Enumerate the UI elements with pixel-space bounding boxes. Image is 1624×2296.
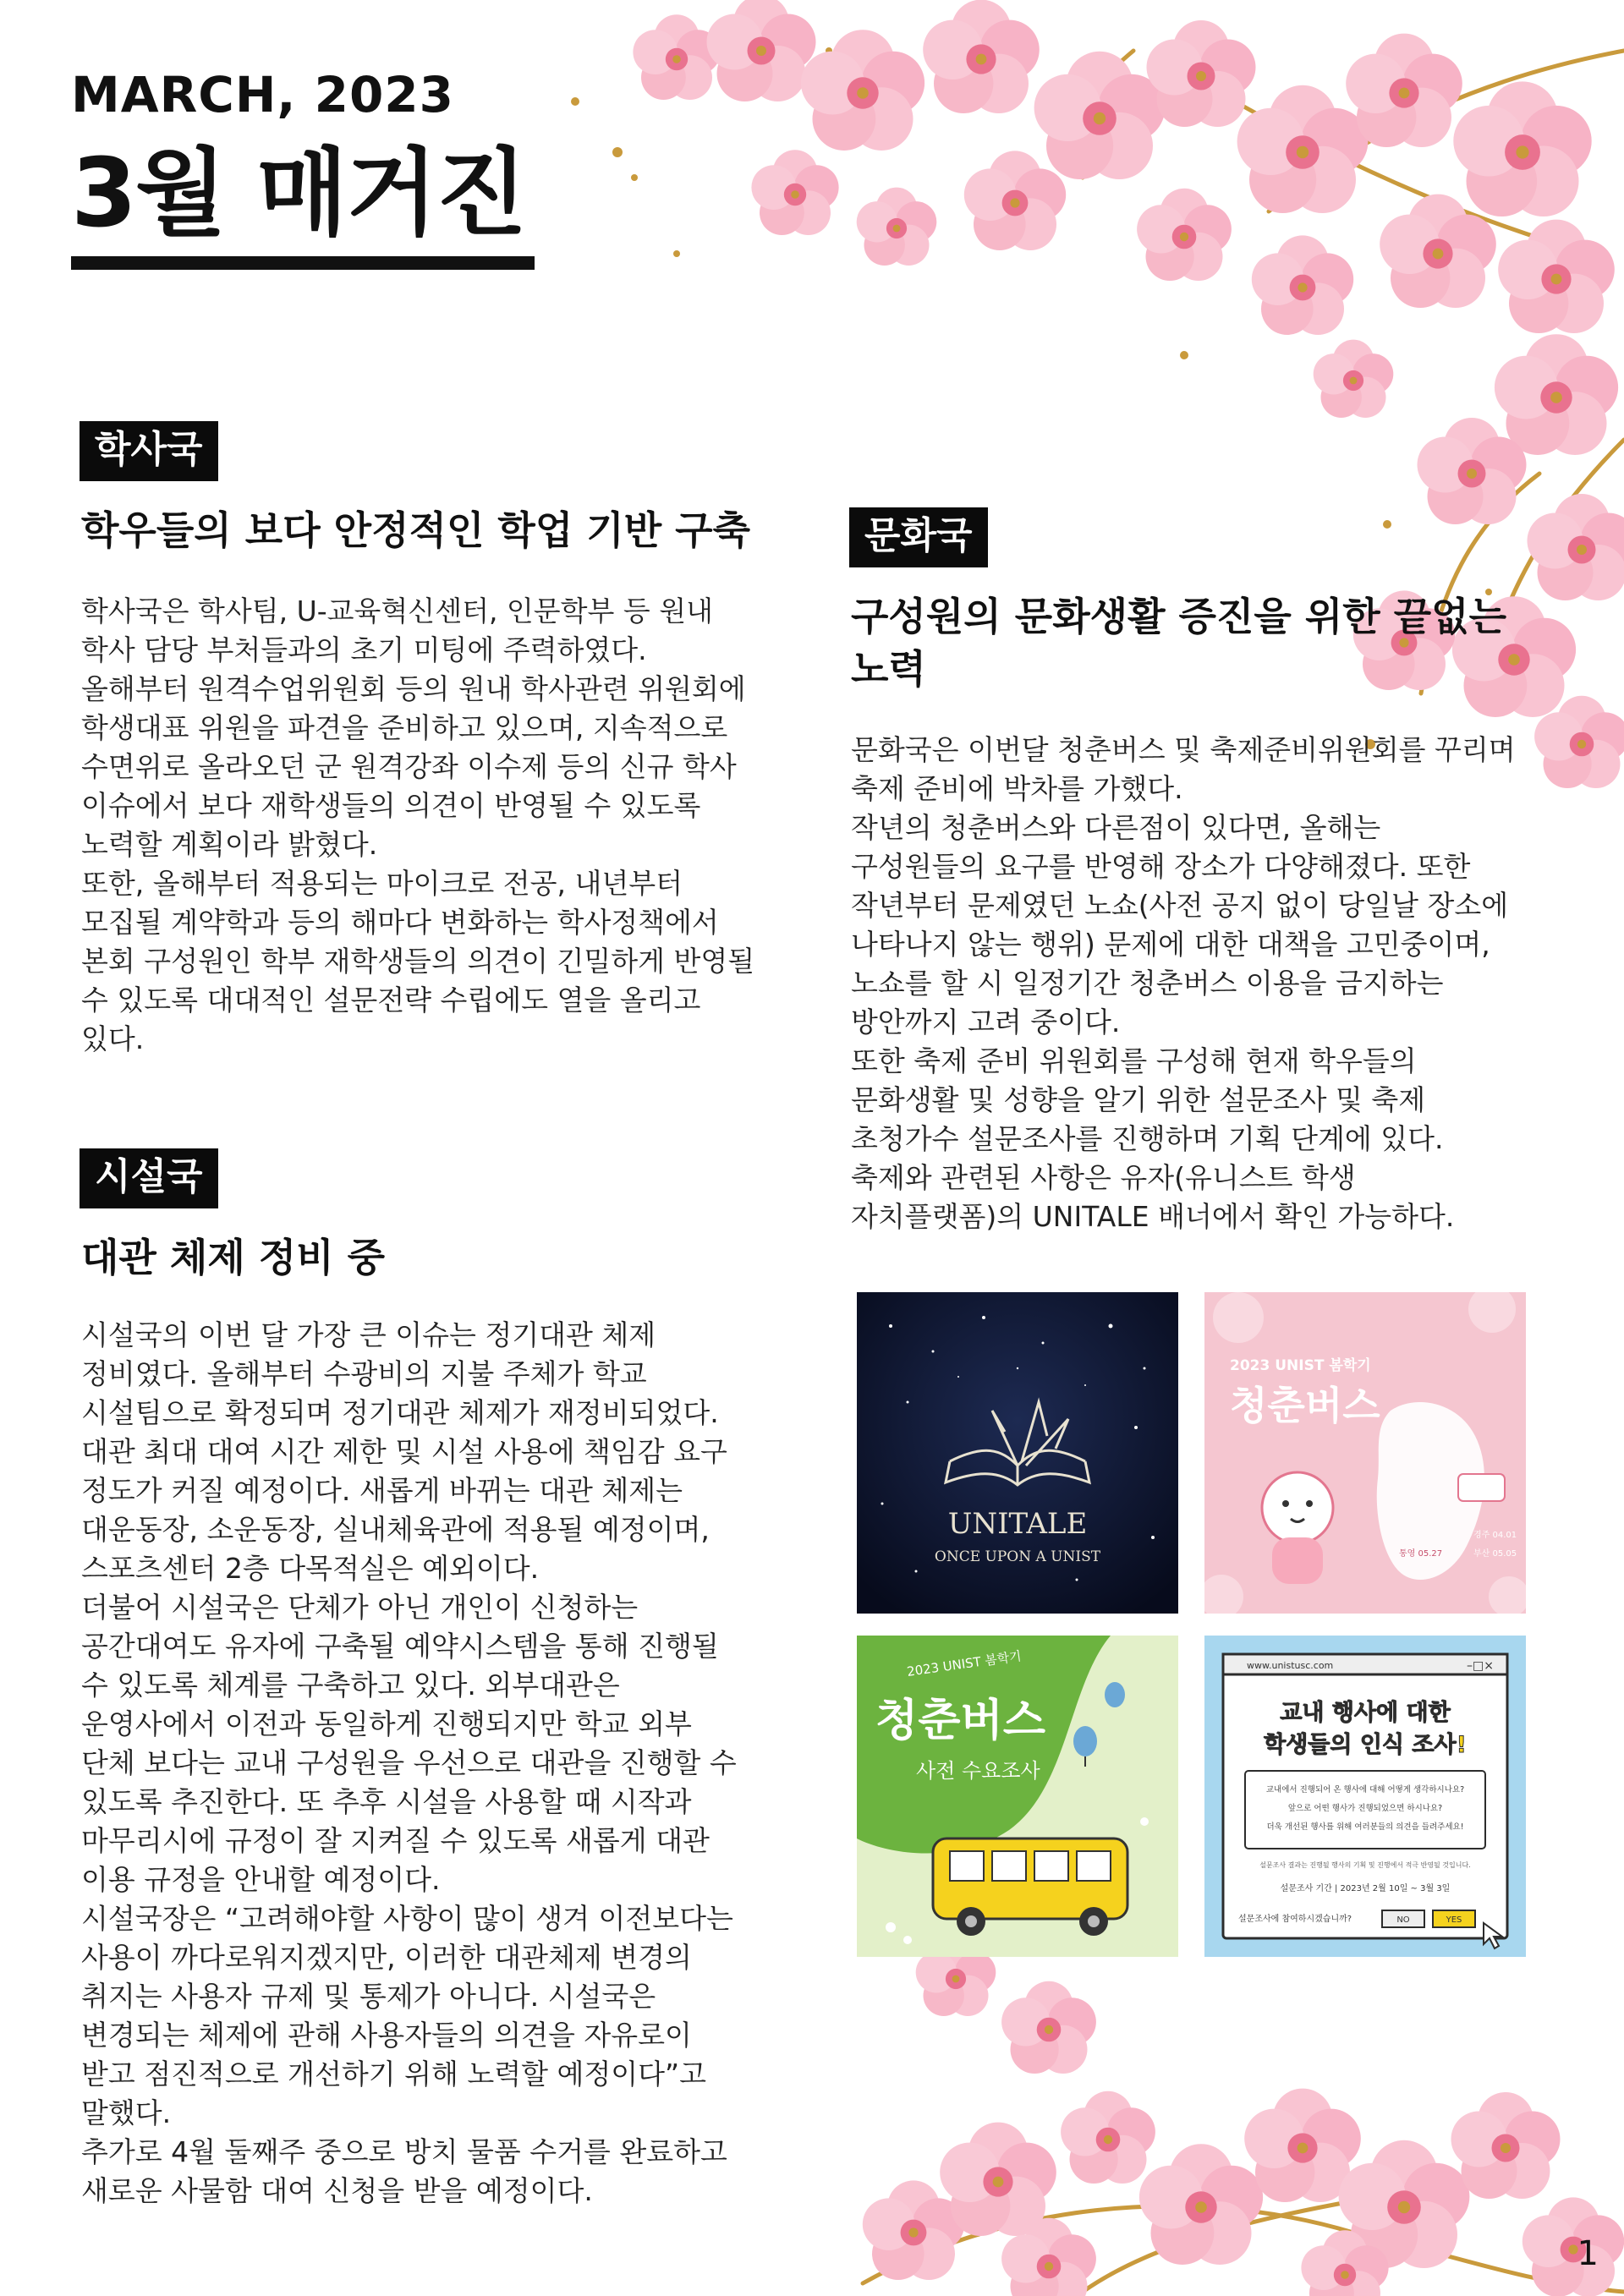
headline-facilities: 대관 체제 정비 중: [81, 1235, 386, 1280]
body-line: 이용 규정을 안내할 예정이다.: [81, 1863, 441, 1896]
body-line: 학사 담당 부처들과의 초기 미팅에 주력하였다.: [81, 633, 647, 666]
body-line: 본회 구성원인 학부 재학생들의 의견이 긴밀하게 반영될: [81, 945, 755, 978]
body-academic: [81, 592, 826, 1059]
unitale-tagline: ONCE UPON A UNIST: [934, 1548, 1101, 1565]
body-line: 수 있도록 체계를 구축하고 있다. 외부대관은: [81, 1669, 620, 1701]
body-line: 정도가 커질 예정이다. 새롭게 바뀌는 대관 체제는: [81, 1474, 683, 1507]
body-line: 받고 점진적으로 개선하기 위해 노력할 예정이다”고: [81, 2058, 706, 2091]
body-line: 수 있도록 대대적인 설문전략 수립에도 열을 올리고: [81, 984, 701, 1016]
poster-date-2: 부산 05.05: [1473, 1549, 1517, 1559]
headline-culture-line: 노력: [851, 646, 926, 693]
survey-period: 설문조사 기간 | 2023년 2월 10일 ~ 3월 3일: [1280, 1884, 1451, 1893]
survey-title-1: 교내 행사에 대한: [1280, 1700, 1451, 1726]
section-tag-academic: 학사국: [80, 421, 218, 481]
character-illustration: [1262, 1472, 1333, 1584]
body-line: 모집될 계약학과 등의 해마다 변화하는 학사정책에서: [81, 906, 719, 939]
unitale-logo-text: UNITALE: [947, 1507, 1088, 1541]
body-line: 수면위로 올라오던 군 원격강좌 이수제 등의 신규 학사: [81, 750, 737, 783]
body-line: 자치플랫폼)의 UNITALE 배너에서 확인 가능하다.: [851, 1200, 1455, 1233]
body-line: 노쇼를 할 시 일정기간 청춘버스 이용을 금지하는: [851, 967, 1444, 1000]
body-line: 문화생활 및 성향을 알기 위한 설문조사 및 축제: [851, 1083, 1426, 1116]
body-line: 취지는 사용자 규제 및 통제가 아니다. 시설국은: [81, 1980, 656, 2013]
poster-bus-title: 청춘버스: [1230, 1383, 1380, 1428]
section-tag-facilities: 시설국: [80, 1148, 218, 1208]
body-line: 올해부터 원격수업위원회 등의 원내 학사관련 위원회에: [81, 672, 746, 705]
cherry-blossom-decoration-bottom: [829, 1928, 1624, 2296]
survey-prompt: 설문조사에 참여하시겠습니까?: [1238, 1915, 1352, 1924]
body-line: 있도록 추진한다. 또 추후 시설을 사용할 때 시작과: [81, 1785, 692, 1818]
body-line: 단체 보다는 교내 구성원을 우선으로 대관을 진행할 수: [81, 1746, 737, 1779]
body-line: 또한 축제 준비 위원회를 구성해 현재 학우들의: [851, 1044, 1417, 1077]
body-line: 작년의 청춘버스와 다른점이 있다면, 올해는: [851, 811, 1381, 844]
body-line: 나타나지 않는 행위) 문제에 대한 대책을 고민중이며,: [851, 928, 1490, 961]
body-line: 있다.: [81, 1022, 145, 1055]
title-underline: [71, 256, 535, 270]
body-line: 대운동장, 소운동장, 실내체육관에 적용될 예정이며,: [81, 1513, 710, 1546]
body-facilities: [81, 1316, 826, 2211]
poster-date-1: 경주 04.01: [1473, 1531, 1517, 1540]
issue-date: MARCH, 2023: [71, 66, 455, 123]
body-line: 문화국은 이번달 청춘버스 및 축제준비위원회를 꾸리며: [851, 733, 1516, 766]
body-line: 학생대표 위원을 파견을 준비하고 있으며, 지속적으로: [81, 711, 728, 744]
survey-question-2: 앞으로 어떤 행사가 진행되었으면 하시나요?: [1287, 1804, 1443, 1813]
survey-bus-title: 청춘버스: [875, 1696, 1045, 1746]
body-line: 추가로 4월 둘째주 중으로 방치 물품 수거를 완료하고: [81, 2135, 727, 2168]
body-line: 더불어 시설국은 단체가 아닌 개인이 신청하는: [81, 1591, 639, 1624]
headline-academic: 학우들의 보다 안정적인 학업 기반 구축: [81, 507, 751, 553]
body-line: 정비였다. 올해부터 수광비의 지불 주체가 학교: [81, 1357, 647, 1390]
window-controls-icon: –□×: [1467, 1659, 1494, 1673]
body-line: 구성원들의 요구를 반영해 장소가 다양해졌다. 또한: [851, 850, 1471, 883]
body-line: 사용이 까다로워지겠지만, 이러한 대관체제 변경의: [81, 1941, 692, 1974]
poster-date-3: 통영 05.27: [1399, 1549, 1443, 1559]
body-line: 시설팀으로 확정되며 정기대관 체제가 재정비되었다.: [81, 1396, 719, 1429]
survey-note: 설문조사 결과는 진행될 행사의 기획 및 진행에서 적극 반영될 것입니다.: [1259, 1861, 1471, 1869]
survey-question-3: 더욱 개선된 행사를 위해 여러분들의 의견을 들려주세요!: [1266, 1822, 1464, 1832]
body-culture: [851, 731, 1595, 1236]
survey-question-1: 교내에서 진행되어 온 행사에 대해 어떻게 생각하시나요?: [1265, 1785, 1465, 1795]
page-number: 1: [1577, 2234, 1599, 2273]
body-line: 변경되는 체제에 관해 사용자들의 의견을 자유로이: [81, 2019, 692, 2052]
headline-culture: [851, 590, 1595, 695]
youth-bus-poster-image: [1204, 1292, 1526, 1614]
body-line: 학사국은 학사팀, U-교육혁신센터, 인문학부 등 원내: [81, 595, 714, 627]
survey-url: www.unistusc.com: [1247, 1660, 1334, 1671]
survey-subtitle: 사전 수요조사: [916, 1759, 1040, 1783]
body-line: 공간대여도 유자에 구축될 예약시스템을 통해 진행될: [81, 1630, 719, 1663]
body-line: 새로운 사물함 대여 신청을 받을 예정이다.: [81, 2174, 593, 2207]
survey-semester-label: 2023 UNIST 봄학기: [906, 1648, 1023, 1680]
magazine-title: 3월 매거진: [71, 139, 526, 249]
event-survey-image: [1204, 1636, 1526, 1957]
section-tag-culture: 문화국: [849, 507, 988, 567]
body-line: 초청가수 설문조사를 진행하며 기획 단계에 있다.: [851, 1122, 1444, 1155]
body-line: 말했다.: [81, 2096, 172, 2129]
body-line: 방안까지 고려 중이다.: [851, 1006, 1121, 1038]
body-line: 노력할 계획이라 밝혔다.: [81, 828, 378, 861]
unitale-poster-image: [857, 1292, 1178, 1614]
body-line: 스포츠센터 2층 다목적실은 예외이다.: [81, 1552, 540, 1585]
body-line: 대관 최대 대여 시간 제한 및 시설 사용에 책임감 요구: [81, 1435, 727, 1468]
body-line: 축제와 관련된 사항은 유자(유니스트 학생: [851, 1161, 1356, 1194]
survey-no-button: NO: [1396, 1915, 1410, 1925]
survey-yes-button: YES: [1446, 1915, 1462, 1925]
body-line: 축제 준비에 박차를 가했다.: [851, 772, 1183, 805]
body-line: 시설국장은 “고려해야할 사항이 많이 생겨 이전보다는: [81, 1902, 733, 1935]
poster-semester-label: 2023 UNIST 봄학기: [1230, 1357, 1371, 1374]
body-line: 또한, 올해부터 적용되는 마이크로 전공, 내년부터: [81, 867, 683, 900]
survey-title-2: 학생들의 인식 조사!: [1264, 1732, 1467, 1758]
headline-culture-line: 구성원의 문화생활 증진을 위한 끝없는: [851, 594, 1507, 639]
body-line: 마무리시에 규정이 잘 지켜질 수 있도록 새롭게 대관: [81, 1824, 710, 1857]
body-line: 이슈에서 보다 재학생들의 의견이 반영될 수 있도록: [81, 789, 701, 822]
body-line: 운영사에서 이전과 동일하게 진행되지만 학교 외부: [81, 1707, 692, 1740]
body-line: 시설국의 이번 달 가장 큰 이슈는 정기대관 체제: [81, 1318, 656, 1351]
body-line: 작년부터 문제였던 노쇼(사전 공지 없이 당일날 장소에: [851, 889, 1509, 922]
youth-bus-survey-image: [857, 1636, 1178, 1957]
